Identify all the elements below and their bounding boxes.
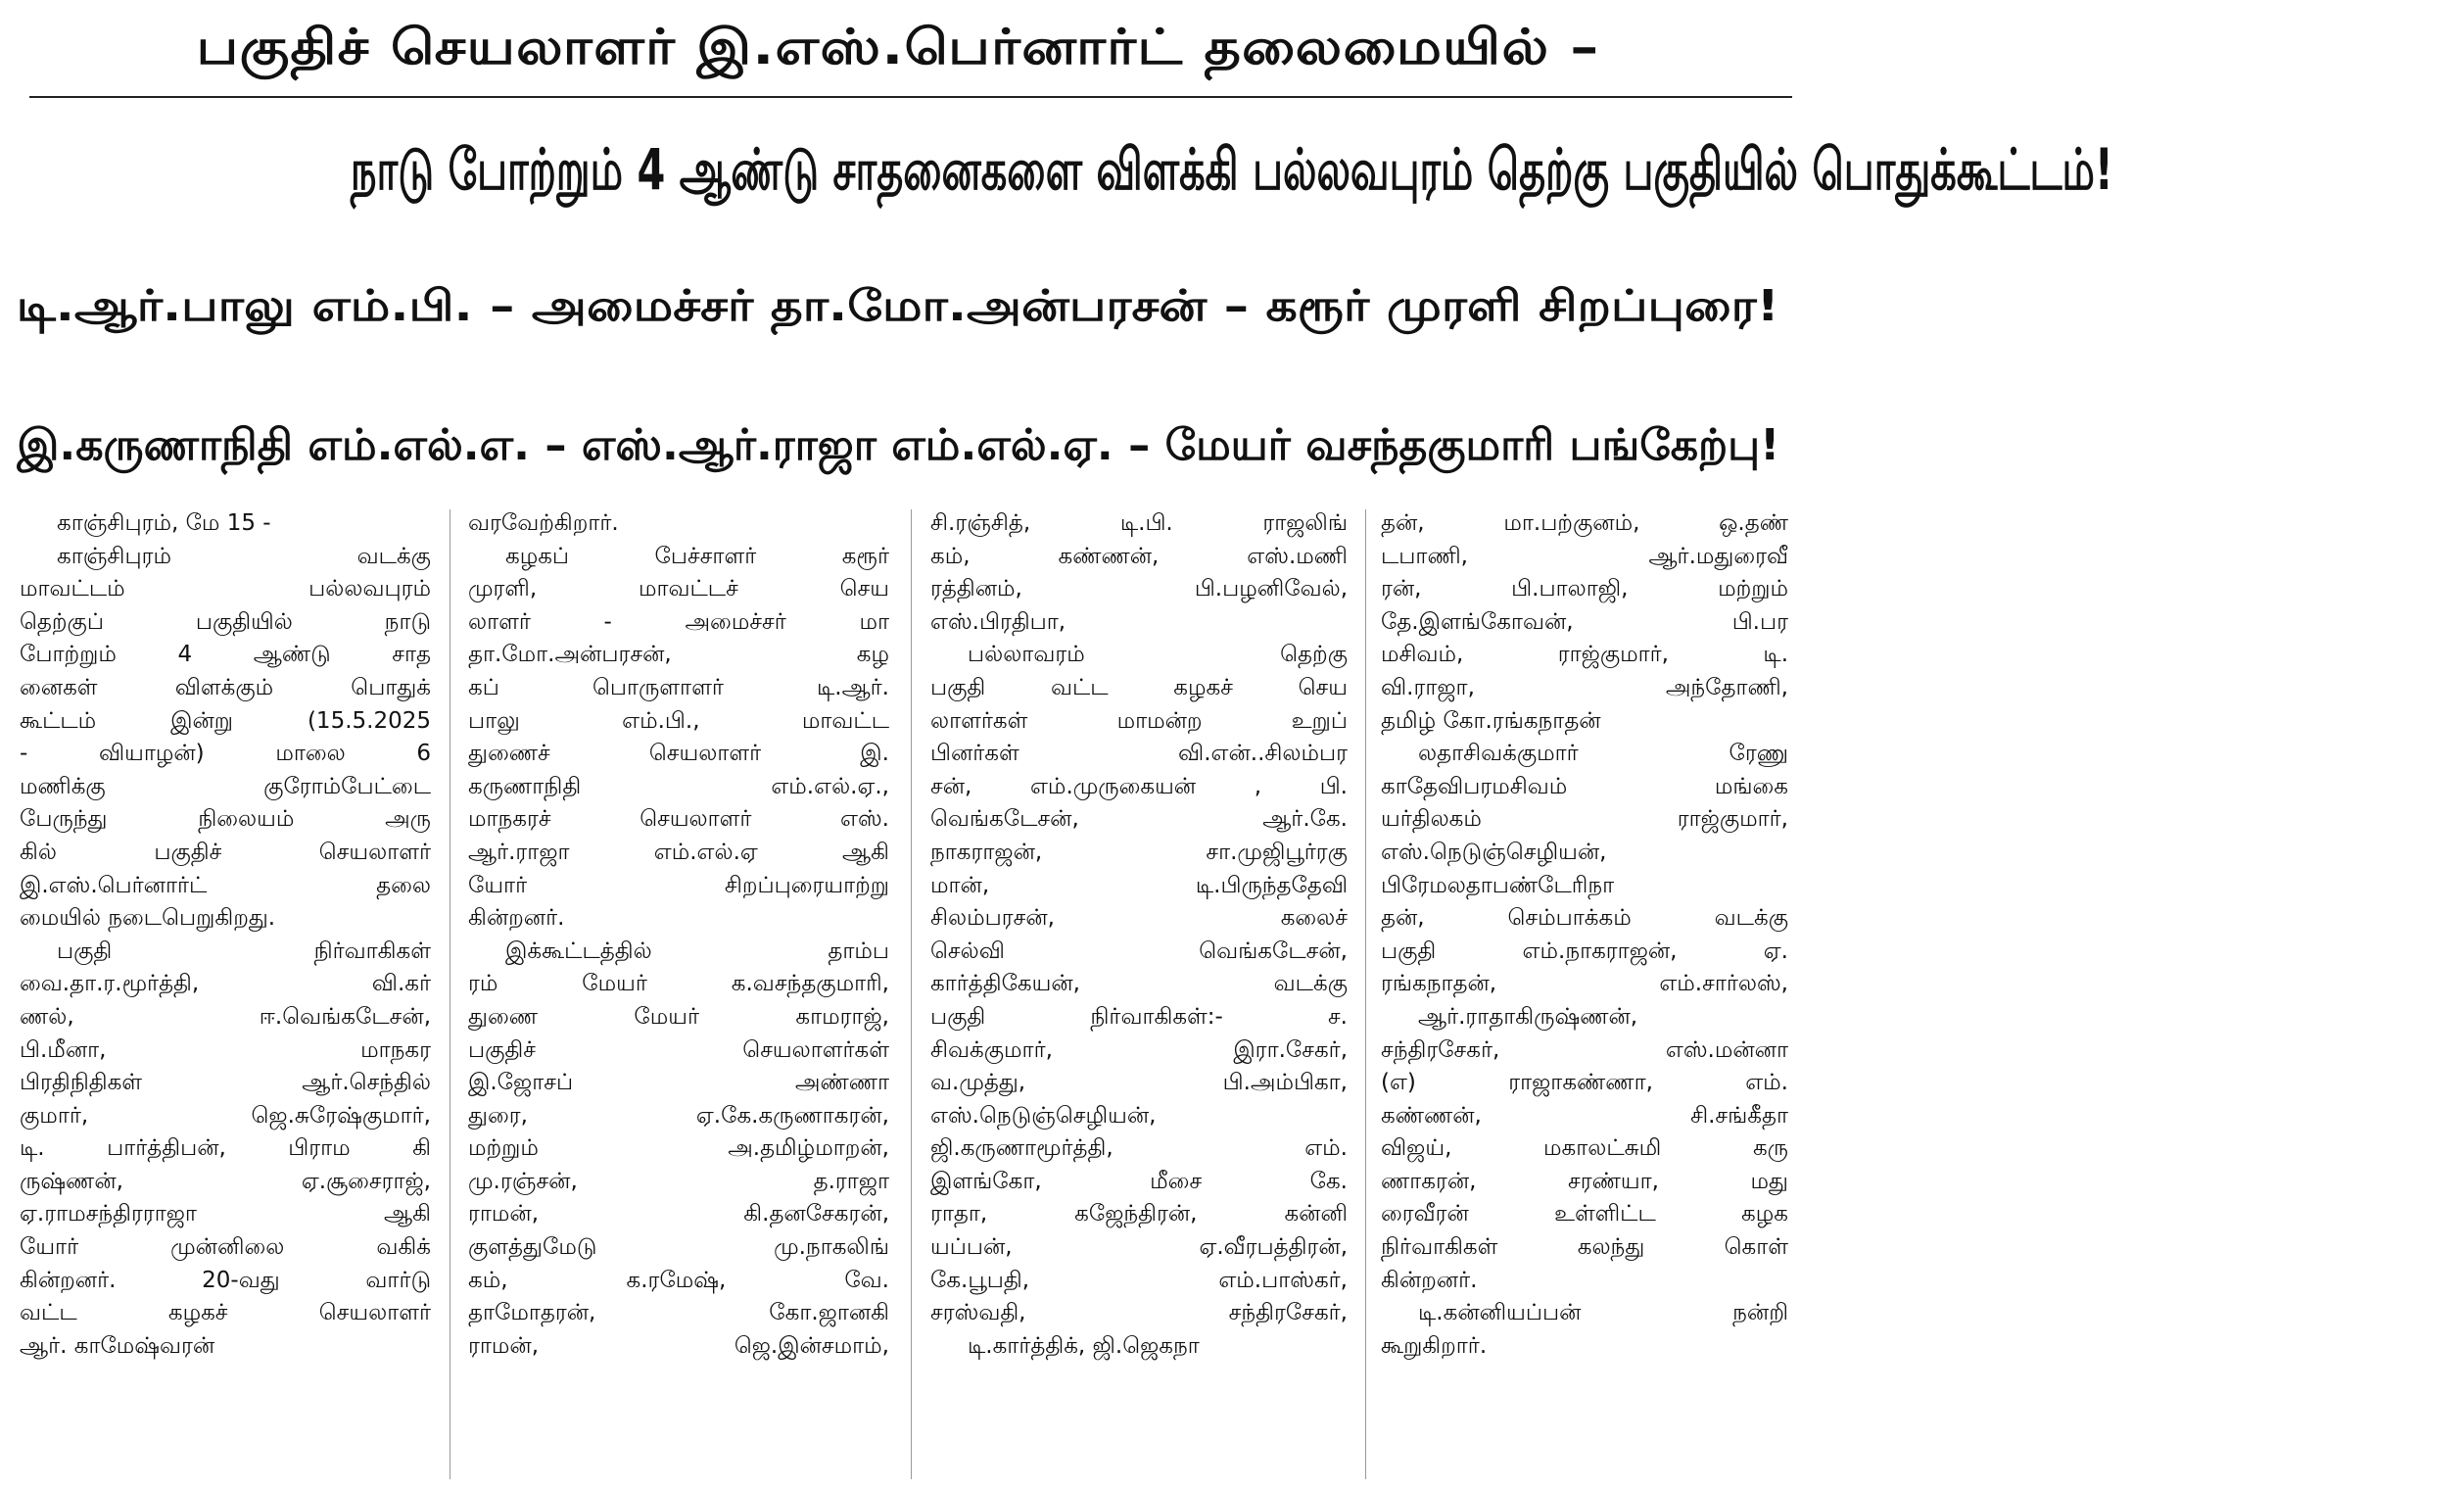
article-line: மான், டி.பிருந்ததேவி [930, 872, 1348, 898]
article-line: பி.மீனா, மாநகர [20, 1036, 431, 1063]
article-line: கருணாநிதி எம்.எல்.ஏ., [468, 773, 889, 799]
article-line: கூறுகிறார். [1381, 1332, 1488, 1359]
article-line: வி.ராஜா, அந்தோணி, [1381, 674, 1788, 700]
article-line: துணைச் செயலாளர் இ. [468, 741, 889, 767]
article-line: கம், க.ரமேஷ், வே. [468, 1267, 889, 1293]
article-line: இ.எஸ்.பெர்னார்ட் தலை [20, 872, 431, 898]
article-line: செல்வி வெங்கடேசன், [930, 938, 1348, 964]
article-line: விஜய், மகாலட்சுமி கரு [1381, 1135, 1788, 1162]
article-line: கின்றனர். [1381, 1267, 1478, 1293]
article-line: மாவட்டம் பல்லவபுரம் [20, 576, 431, 602]
article-line: முரளி, மாவட்டச் செய [468, 576, 889, 602]
article-line: ணாகரன், சரண்யா, மது [1381, 1168, 1788, 1194]
article-line: வை.தா.ர.மூர்த்தி, வி.கர் [20, 971, 431, 997]
article-line: வட்ட கழகச் செயலாளர் [20, 1300, 431, 1326]
kicker-headline: பகுதிச் செயலாளர் இ.எஸ்.பெர்னார்ட் தலைமையில் – [196, 19, 1600, 75]
article-line: இளங்கோ, மீசை கே. [930, 1168, 1348, 1194]
article-line: நாகராஜன், சா.முஜிபூர்ரகு [930, 839, 1348, 865]
column-divider [911, 509, 912, 1479]
article-line: பகுதி நிர்வாகிகள்:- ச. [930, 1003, 1348, 1030]
article-line: மற்றும் அ.தமிழ்மாறன், [468, 1135, 889, 1162]
article-line: ஆர்.ராஜா எம்.எல்.ஏ ஆகி [468, 839, 889, 865]
article-line: கூட்டம் இன்று (15.5.2025 [20, 707, 431, 734]
article-line: ஆர். காமேஷ்வரன் [20, 1332, 215, 1359]
article-line: ணல், ஈ.வெங்கடேசன், [20, 1003, 431, 1030]
article-line: கண்ணன், சி.சங்கீதா [1381, 1102, 1788, 1129]
article-line: ருஷ்ணன், ஏ.சூசைராஜ், [20, 1168, 431, 1194]
article-line: துரை, ஏ.கே.கருணாகரன், [468, 1102, 889, 1129]
article-line: ராமன், ஜெ.இன்சமாம், [468, 1332, 889, 1359]
article-column-2 [468, 507, 889, 1482]
article-line: மையில் நடைபெறுகிறது. [20, 905, 276, 932]
article-line: டி. பார்த்திபன், பிராம கி [20, 1135, 431, 1162]
article-line: சந்திரசேகர், எஸ்.மன்னா [1381, 1036, 1788, 1063]
headline-divider [29, 96, 1792, 98]
article-line: எஸ்.பிரதிபா, [930, 608, 1066, 635]
article-line: இக்கூட்டத்தில் தாம்ப [505, 938, 889, 964]
article-line: எஸ்.நெடுஞ்செழியன், [930, 1102, 1157, 1129]
article-line: வ.முத்து, பி.அம்பிகா, [930, 1070, 1348, 1096]
article-line: ரைவீரன் உள்ளிட்ட கழக [1381, 1201, 1788, 1227]
article-line: ரன், பி.பாலாஜி, மற்றும் [1381, 576, 1788, 602]
article-line: கின்றனர். 20-வது வார்டு [20, 1267, 431, 1293]
article-line: யப்பன், ஏ.வீரபத்திரன், [930, 1234, 1348, 1261]
article-line: லாளர் - அமைச்சர் மா [468, 608, 889, 635]
article-line: சி.ரஞ்சித், டி.பி. ராஜலிங் [930, 510, 1348, 536]
article-line: ரங்கநாதன், எம்.சார்லஸ், [1381, 971, 1788, 997]
article-line: தன், செம்பாக்கம் வடக்கு [1381, 905, 1788, 932]
article-line: வரவேற்கிறார். [468, 510, 619, 536]
article-line: டி.கன்னியப்பன் நன்றி [1418, 1300, 1788, 1326]
article-line: பகுதி எம்.நாகராஜன், ஏ. [1381, 938, 1788, 964]
article-line: தன், மா.பற்குனம், ஒ.தண் [1381, 510, 1788, 536]
article-line: பிரதிநிதிகள் ஆர்.செந்தில் [20, 1070, 431, 1096]
article-line: ராதா, கஜேந்திரன், கன்னி [930, 1201, 1348, 1227]
article-line: ரம் மேயர் க.வசந்தகுமாரி, [468, 971, 889, 997]
article-line: (எ) ராஜாகண்ணா, எம். [1381, 1070, 1788, 1096]
article-line: கப் பொருளாளர் டி.ஆர். [468, 674, 889, 700]
article-line: பல்லாவரம் தெற்கு [968, 642, 1348, 668]
article-line: எஸ்.நெடுஞ்செழியன், [1381, 839, 1607, 865]
article-line: ராமன், கி.தனசேகரன், [468, 1201, 889, 1227]
article-line: மணிக்கு குரோம்பேட்டை [20, 773, 431, 799]
article-line: ஜி.கருணாமூர்த்தி, எம். [930, 1135, 1348, 1162]
article-column-3 [930, 507, 1348, 1482]
article-line: சன், எம்.முருகையன் , பி. [930, 773, 1348, 799]
article-line: டபாணி, ஆர்.மதுரைவீ [1381, 543, 1788, 569]
article-line: டி.கார்த்திக், ஜி.ஜெகநா [968, 1332, 1200, 1359]
article-line: தெற்குப் பகுதியில் நாடு [20, 608, 431, 635]
article-line: போற்றும் 4 ஆண்டு சாத [20, 642, 431, 668]
article-line: கம், கண்ணன், எஸ்.மணி [930, 543, 1348, 569]
article-line: னைகள் விளக்கும் பொதுக் [20, 674, 431, 700]
subheadline-participants: இ.கருணாநிதி எம்.எல்.எ. – எஸ்.ஆர்.ராஜா எம்.எல்.ஏ. – மேயர் வசந்தகுமாரி பங்கேற்பு! [17, 420, 1780, 470]
article-line: தா.மோ.அன்பரசன், கழ [468, 642, 889, 668]
article-line: கின்றனர். [468, 905, 565, 932]
article-column-4 [1381, 507, 1788, 1482]
article-line: லதாசிவக்குமார் ரேணு [1418, 741, 1788, 767]
article-line: பகுதி நிர்வாகிகள் [57, 938, 431, 964]
article-line: துணை மேயர் காமராஜ், [468, 1003, 889, 1030]
article-line: குளத்துமேடு மு.நாகலிங் [468, 1234, 889, 1261]
article-line: தே.இளங்கோவன், பி.பர [1381, 608, 1788, 635]
column-divider [1365, 509, 1366, 1479]
article-line: காஞ்சிபுரம், மே 15 - [57, 510, 271, 536]
article-line: பினர்கள் வி.என்..சிலம்பர [930, 741, 1348, 767]
article-line: பகுதி வட்ட கழகச் செய [930, 674, 1348, 700]
article-line: மசிவம், ராஜ்குமார், டி. [1381, 642, 1788, 668]
article-line: யர்திலகம் ராஜ்குமார், [1381, 806, 1788, 833]
article-line: நிர்வாகிகள் கலந்து கொள் [1381, 1234, 1788, 1261]
article-line: பேருந்து நிலையம் அரு [20, 806, 431, 833]
article-line: கழகப் பேச்சாளர் கரூர் [505, 543, 889, 569]
article-column-1 [20, 507, 431, 1482]
article-line: ரத்தினம், பி.பழனிவேல், [930, 576, 1348, 602]
subheadline-speakers: டி.ஆர்.பாலு எம்.பி. – அமைச்சர் தா.மோ.அன்பரசன் – கரூர் முரளி சிறப்புரை! [17, 281, 1779, 331]
article-line: லாளர்கள் மாமன்ற உறுப் [930, 707, 1348, 734]
article-line: இ.ஜோசப் அண்ணா [468, 1070, 889, 1096]
article-line: கார்த்திகேயன், வடக்கு [930, 971, 1348, 997]
article-line: பிரேமலதாபண்டேரிநா [1381, 872, 1615, 898]
article-line: யோர் முன்னிலை வகிக் [20, 1234, 431, 1261]
article-line: சிவக்குமார், இரா.சேகர், [930, 1036, 1348, 1063]
article-line: வெங்கடேசன், ஆர்.கே. [930, 806, 1348, 833]
article-line: மு.ரஞ்சன், த.ராஜா [468, 1168, 889, 1194]
article-line: கே.பூபதி, எம்.பாஸ்கர், [930, 1267, 1348, 1293]
article-line: ஏ.ராமசந்திரராஜா ஆகி [20, 1201, 431, 1227]
article-line: காதேவிபரமசிவம் மங்கை [1381, 773, 1788, 799]
article-line: பாலு எம்.பி., மாவட்ட [468, 707, 889, 734]
article-line: கில் பகுதிச் செயலாளர் [20, 839, 431, 865]
article-line: தாமோதரன், கோ.ஜானகி [468, 1300, 889, 1326]
article-line: சரஸ்வதி, சந்திரசேகர், [930, 1300, 1348, 1326]
article-line: ஆர்.ராதாகிருஷ்ணன், [1418, 1003, 1638, 1030]
article-line: யோர் சிறப்புரையாற்று [468, 872, 889, 898]
article-line: மாநகரச் செயலாளர் எஸ். [468, 806, 889, 833]
article-line: குமார், ஜெ.சுரேஷ்குமார், [20, 1102, 431, 1129]
article-line: - வியாழன்) மாலை 6 [20, 741, 431, 767]
article-line: காஞ்சிபுரம் வடக்கு [57, 543, 431, 569]
article-line: தமிழ் கோ.ரங்கநாதன் [1381, 707, 1601, 734]
article-line: சிலம்பரசன், கலைச் [930, 905, 1348, 932]
main-headline: நாடு போற்றும் 4 ஆண்டு சாதனைகளை விளக்கி பல்லவபுரம் தெற்கு பகுதியில் பொதுக்கூட்டம்! [350, 136, 2113, 203]
article-line: பகுதிச் செயலாளர்கள் [468, 1036, 889, 1063]
